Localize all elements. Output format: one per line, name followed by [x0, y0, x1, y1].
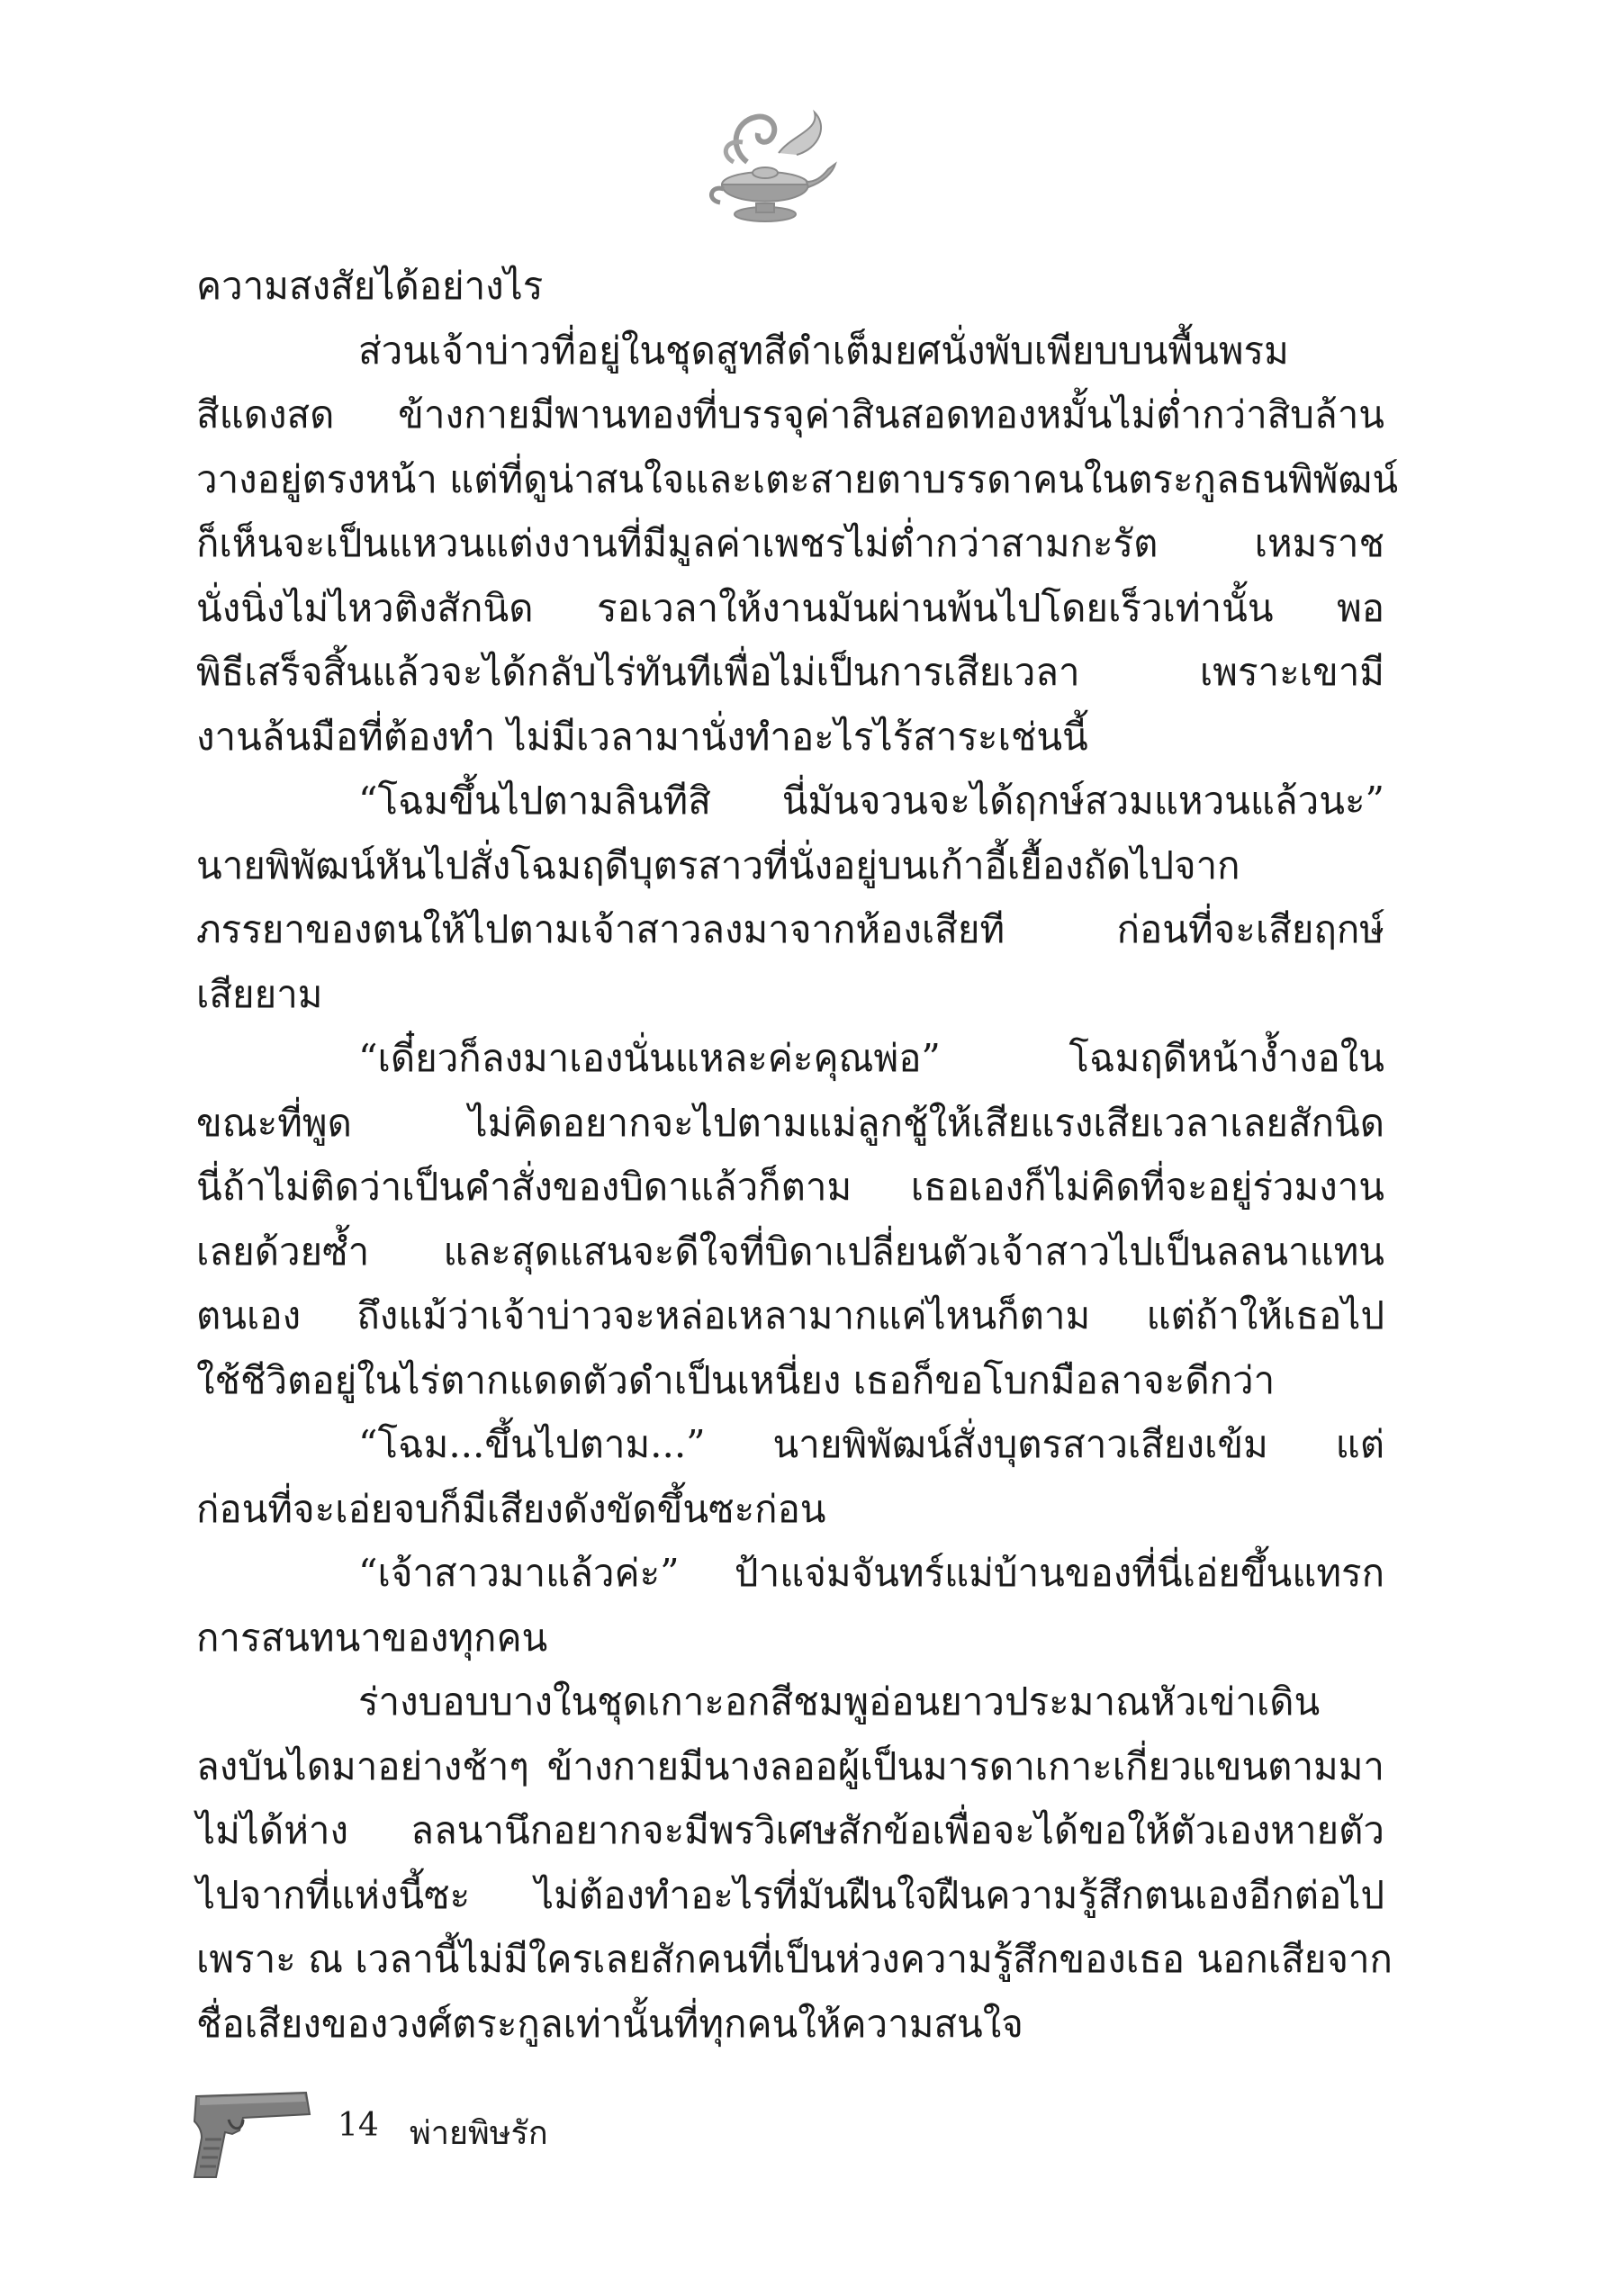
text-line: นี่ถ้าไม่ติดว่าเป็นคำสั่งของบิดาแล้วก็ตาม เธอเองก็ไม่คิดที่จะอยู่ร่วมงาน — [196, 1165, 1384, 1209]
text-line: ไม่ได้ห่าง ลลนานึกอยากจะมีพรวิเศษสักข้อเพื่อจะได้ขอให้ตัวเองหายตัว — [196, 1808, 1384, 1852]
text-line: ภรรยาของตนให้ไปตามเจ้าสาวลงมาจากห้องเสียที ก่อนที่จะเสียฤกษ์ — [196, 907, 1384, 951]
page-number: 14 — [338, 2107, 379, 2144]
text-line: ร่างบอบบางในชุดเกาะอกสีชมพูอ่อนยาวประมาณหัวเข่าเดิน — [358, 1679, 1321, 1724]
text-line: ความสงสัยได้อย่างไร — [196, 264, 544, 308]
text-line: เสียยาม — [196, 971, 323, 1016]
text-line: การสนทนาของทุกคน — [196, 1615, 548, 1660]
page-body-text — [196, 254, 1399, 2056]
text-line: วางอยู่ตรงหน้า แต่ที่ดูน่าสนใจและเตะสายตาบรรดาคนในตระกูลธนพิพัฒน์ — [196, 456, 1399, 501]
text-line: ไปจากที่แห่งนี้ซะ ไม่ต้องทำอะไรที่มันฝืนใจฝืนความรู้สึกตนเองอีกต่อไป — [196, 1872, 1384, 1917]
text-line: ชื่อเสียงของวงศ์ตระกูลเท่านั้นที่ทุกคนให้ความสนใจ — [196, 2001, 1023, 2046]
text-line: ลงบันไดมาอย่างช้าๆ ข้างกายมีนางลออผู้เป็นมารดาเกาะเกี่ยวแขนตามมา — [196, 1743, 1384, 1788]
text-line: “โฉมขึ้นไปตามลินทีสิ นี่มันจวนจะได้ฤกษ์สวมแหวนแล้วนะ” — [358, 779, 1384, 823]
text-line: “โฉม...ขึ้นไปตาม...” นายพิพัฒน์สั่งบุตรสาวเสียงเข้ม แต่ — [358, 1422, 1384, 1466]
text-line: “เดี๋ยวก็ลงมาเองนั่นแหละค่ะคุณพ่อ” โฉมฤดีหน้างํ้างอใน — [358, 1036, 1384, 1080]
genie-lamp-icon — [693, 99, 837, 234]
text-line: ขณะที่พูด ไม่คิดอยากจะไปตามแม่ลูกชู้ให้เสียแรงเสียเวลาเลยสักนิด — [196, 1100, 1384, 1145]
text-line: เพราะ ณ เวลานี้ไม่มีใครเลยสักคนที่เป็นห่วงความรู้สึกของเธอ นอกเสียจาก — [196, 1937, 1393, 1981]
text-line: นั่งนิ่งไม่ไหวติงสักนิด รอเวลาให้งานมันผ่านพ้นไปโดยเร็วเท่านั้น พอ — [196, 585, 1384, 630]
text-line: “เจ้าสาวมาแล้วค่ะ” ป้าแจ่มจันทร์แม่บ้านของที่นี่เอ่ยขึ้นแทรก — [358, 1551, 1384, 1595]
text-line: ก็เห็นจะเป็นแหวนแต่งงานที่มีมูลค่าเพชรไม่ต่ำกว่าสามกะรัต เหมราช — [196, 521, 1384, 565]
text-line: ก่อนที่จะเอ่ยจบก็มีเสียงดังขัดขึ้นซะก่อน — [196, 1486, 826, 1531]
text-line: ใช้ชีวิตอยู่ในไร่ตากแดดตัวดำเป็นเหนี่ยง เธอก็ขอโบกมือลาจะดีกว่า — [196, 1357, 1276, 1402]
text-line: พิธีเสร็จสิ้นแล้วจะได้กลับไร่ทันทีเพื่อไม่เป็นการเสียเวลา เพราะเขามี — [196, 650, 1384, 694]
page-footer — [189, 2084, 639, 2183]
text-line: งานล้นมือที่ต้องทำ ไม่มีเวลามานั่งทำอะไรไร้สาระเช่นนี้ — [196, 714, 1088, 759]
pistol-icon — [189, 2084, 315, 2183]
text-line: ตนเอง ถึงแม้ว่าเจ้าบ่าวจะหล่อเหลามากแค่ไหนก็ตาม แต่ถ้าให้เธอไป — [196, 1293, 1384, 1337]
book-title: พ่ายพิษรัก — [410, 2115, 548, 2152]
text-line: ส่วนเจ้าบ่าวที่อยู่ในชุดสูทสีดำเต็มยศนั่งพับเพียบบนพื้นพรม — [358, 328, 1289, 373]
text-line: เลยด้วยซ้ำ และสุดแสนจะดีใจที่บิดาเปลี่ยนตัวเจ้าสาวไปเป็นลลนาแทน — [196, 1229, 1384, 1274]
text-line: นายพิพัฒน์หันไปสั่งโฉมฤดีบุตรสาวที่นั่งอยู่บนเก้าอี้เยื้องถัดไปจาก — [196, 842, 1240, 887]
text-line: สีแดงสด ข้างกายมีพานทองที่บรรจุค่าสินสอดทองหมั้นไม่ต่ำกว่าสิบล้าน — [196, 392, 1384, 437]
